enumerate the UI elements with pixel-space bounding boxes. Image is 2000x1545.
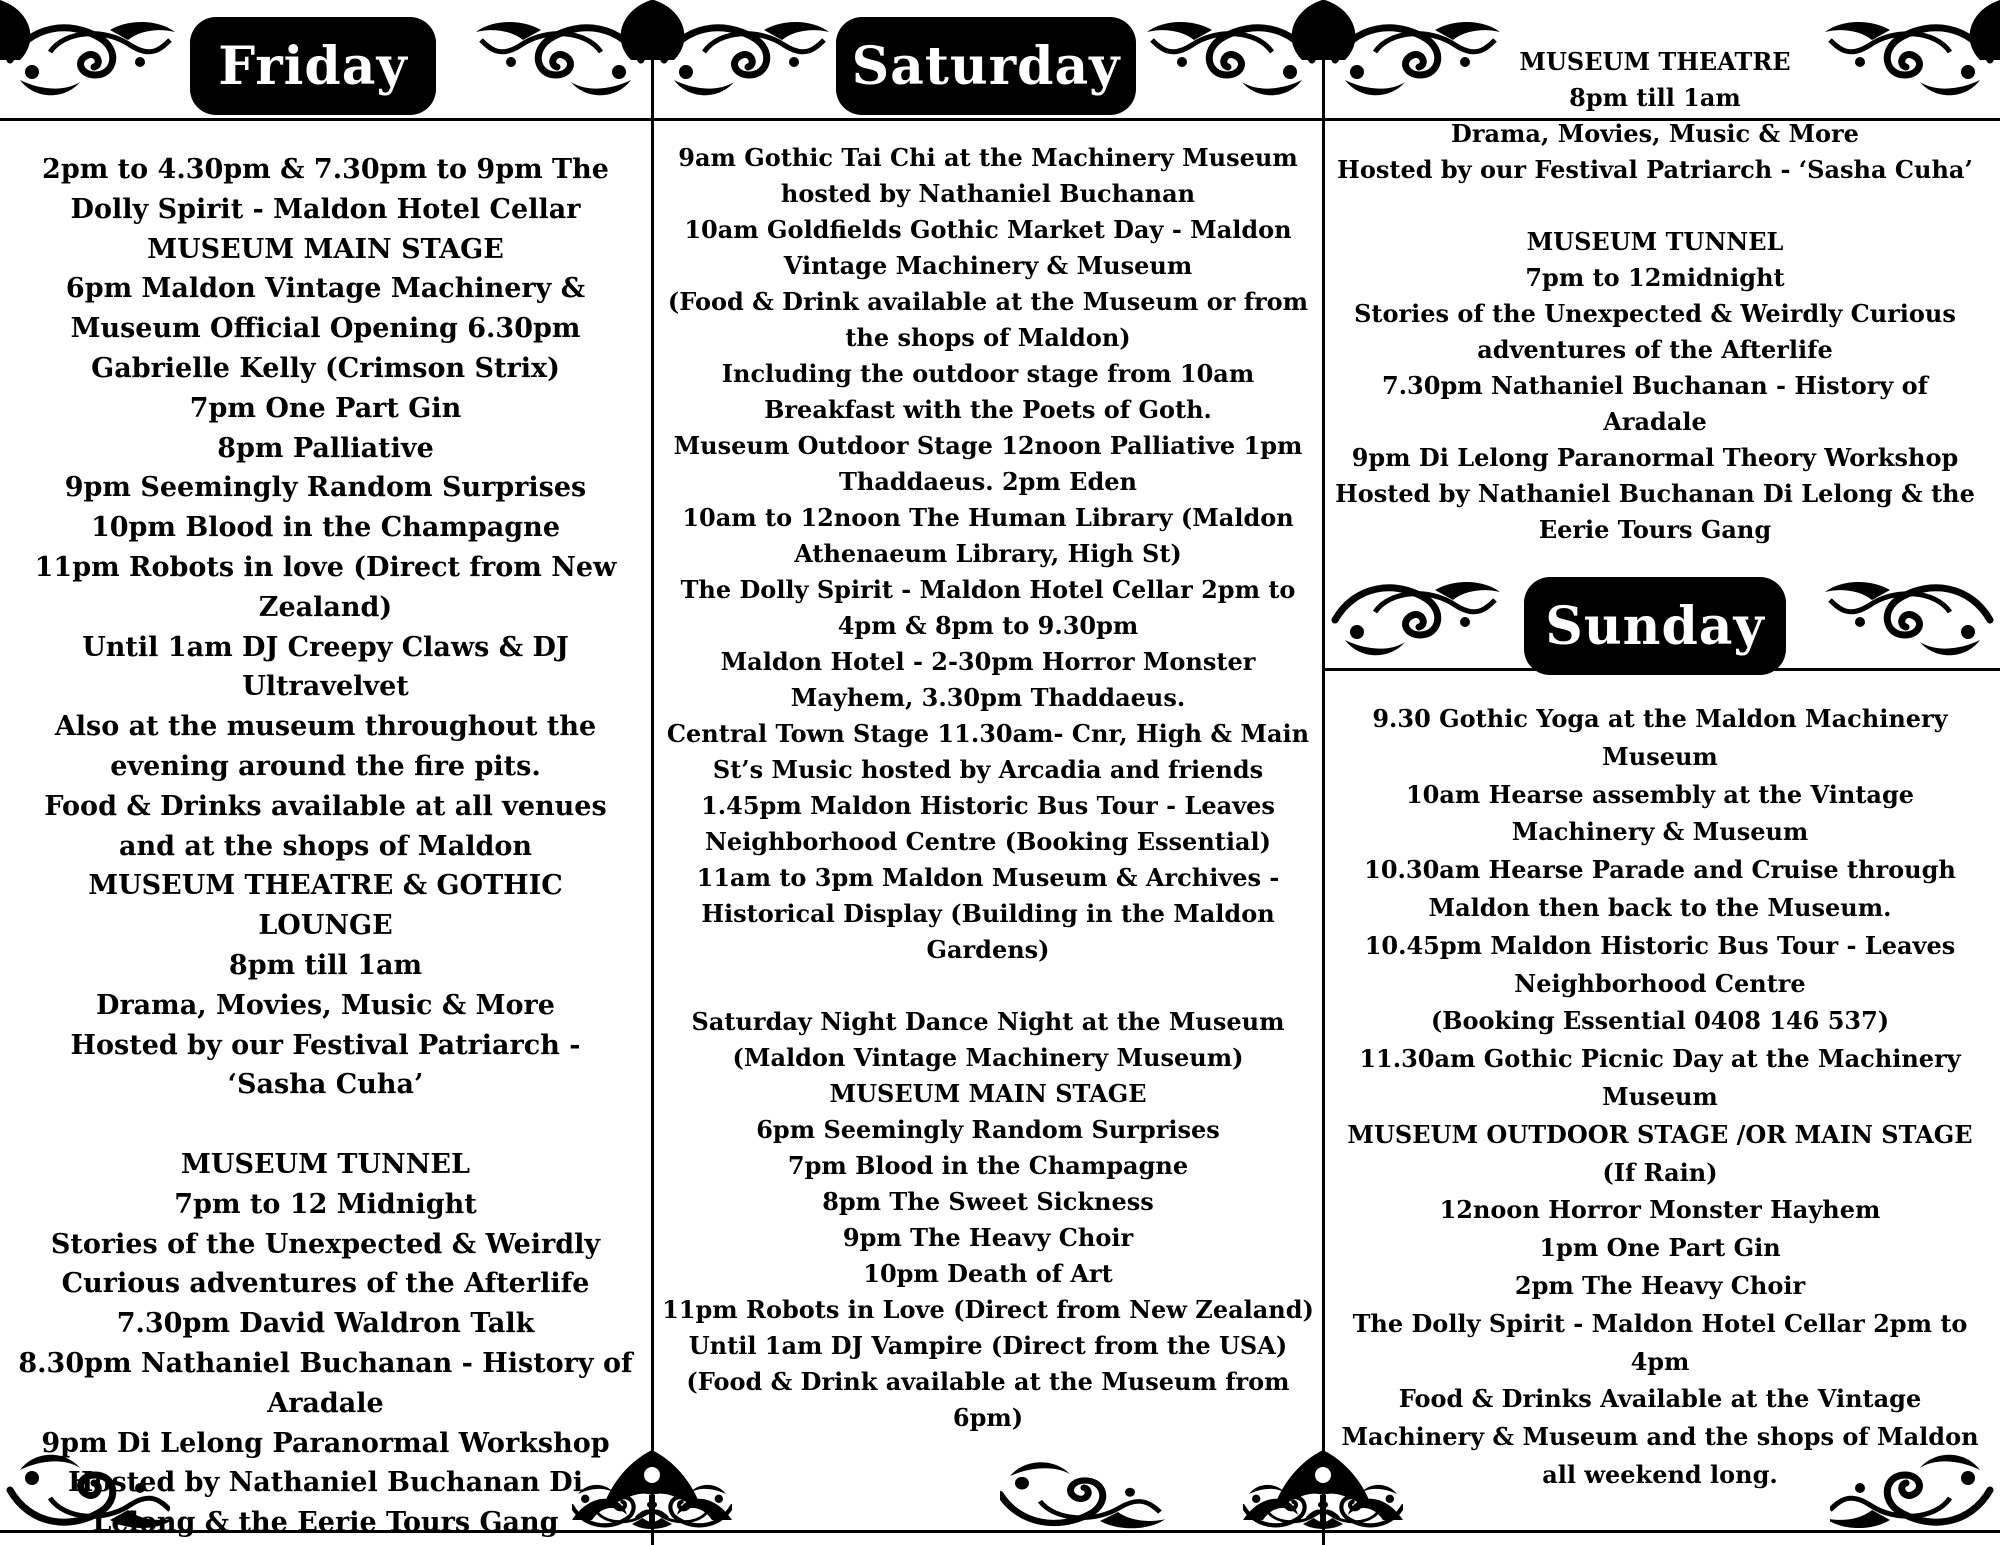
saturday-cont-line: 7pm to 12midnight — [1525, 263, 1785, 292]
saturday-line: 1.45pm Maldon Historic Bus Tour - Leaves Neighborhood Centre (Booking Essential) — [701, 791, 1275, 856]
friday-line: Until 1am DJ Creepy Claws & DJ Ultravelvet — [82, 631, 569, 703]
sunday-line: The Dolly Spirit - Maldon Hotel Cellar 2pm to 4pm — [1352, 1308, 1968, 1376]
friday-line: Food & Drinks available at all venues and at the shops of Maldon — [44, 790, 607, 862]
saturday-line: 11pm Robots in Love (Direct from New Zealand) — [662, 1295, 1314, 1324]
panel-divider-left — [651, 0, 654, 1545]
friday-line: 7pm One Part Gin — [189, 392, 462, 424]
saturday-line: Until 1am DJ Vampire (Direct from the USA) — [688, 1331, 1288, 1360]
friday-line: 8pm Palliative — [217, 432, 434, 464]
sunday-line: 10.30am Hearse Parade and Cruise through Maldon then back to the Museum. — [1364, 855, 1956, 922]
top-rule-friday — [0, 118, 651, 121]
sunday-line: 1pm One Part Gin — [1539, 1233, 1781, 1263]
sunday-line: 11.30am Gothic Picnic Day at the Machinery Museum — [1359, 1044, 1961, 1111]
friday-line: 10pm Blood in the Champagne — [90, 512, 560, 544]
saturday-cont-line: 9pm Di Lelong Paranormal Theory Workshop — [1351, 443, 1959, 472]
saturday-heading: Saturday — [836, 17, 1136, 115]
ornament-friday-top-right — [455, 0, 651, 115]
saturday-line: 10am Goldfields Gothic Market Day - Maldon Vintage Machinery & Museum — [684, 215, 1292, 280]
saturday-cont-line: Stories of the Unexpected & Weirdly Curious adventures of the Afterlife — [1354, 299, 1956, 364]
saturday-line: 7pm Blood in the Champagne — [787, 1151, 1189, 1180]
saturday-cont-line: 7.30pm Nathaniel Buchanan - History of Aradale — [1381, 371, 1928, 436]
ornament-bottom-center — [1000, 1450, 1180, 1530]
saturday-line: Museum Outdoor Stage 12noon Palliative 1pm Thaddaeus. 2pm Eden — [673, 431, 1303, 496]
saturday-cont-line: Hosted by our Festival Patriarch - ‘Sasha Cuha’ — [1337, 155, 1973, 184]
friday-spacer — [18, 1105, 633, 1145]
sunday-schedule — [1335, 700, 1985, 1494]
saturday-line: 9am Gothic Tai Chi at the Machinery Museum hosted by Nathaniel Buchanan — [678, 143, 1298, 208]
saturday-line: 11am to 3pm Maldon Museum & Archives - Historical Display (Building in the Maldon Gardens) — [696, 863, 1280, 964]
friday-line: 11pm Robots in love (Direct from New Zealand) — [34, 551, 617, 623]
friday-line: 7pm to 12 Midnight — [174, 1188, 477, 1220]
friday-line: 8pm till 1am — [228, 949, 423, 981]
friday-line: Stories of the Unexpected & Weirdly Curious adventures of the Afterlife — [50, 1228, 601, 1300]
ornament-friday-top-left — [0, 0, 190, 115]
saturday-line: (Food & Drink available at the Museum or from the shops of Maldon) — [667, 287, 1309, 352]
sunday-line: Food & Drinks Available at the Vintage Machinery & Museum and the shops of Maldon all weekend long. — [1341, 1384, 1979, 1489]
sunday-line: 2pm The Heavy Choir — [1514, 1270, 1806, 1300]
friday-line: MUSEUM THEATRE & GOTHIC LOUNGE — [88, 870, 563, 942]
sunday-line: 10am Hearse assembly at the Vintage Machinery & Museum — [1405, 779, 1915, 847]
saturday-line: 6pm Seemingly Random Surprises — [756, 1115, 1220, 1144]
saturday-line: (Food & Drink available at the Museum from 6pm) — [686, 1367, 1290, 1432]
saturday-cont-line: MUSEUM THEATRE — [1519, 47, 1791, 76]
sunday-line: 12noon Horror Monster Hayhem — [1439, 1195, 1881, 1225]
sunday-line: 10.45pm Maldon Historic Bus Tour - Leaves Neighborhood Centre — [1364, 930, 1956, 998]
friday-line: Hosted by our Festival Patriarch - ‘Sasha Cuha’ — [70, 1029, 581, 1101]
saturday-line: The Dolly Spirit - Maldon Hotel Cellar 2pm to 4pm & 8pm to 9.30pm — [680, 575, 1296, 640]
friday-line: 6pm Maldon Vintage Machinery & Museum Official Opening 6.30pm Gabrielle Kelly (Crimson Strix) — [65, 273, 586, 384]
saturday-cont-line: 8pm till 1am — [1569, 83, 1741, 112]
saturday-cont-spacer — [1335, 188, 1975, 224]
saturday-line: Maldon Hotel - 2-30pm Horror Monster Mayhem, 3.30pm Thaddaeus. — [720, 647, 1256, 712]
sunday-line: (Booking Essential 0408 146 537) — [1430, 1006, 1890, 1036]
panel-divider-right — [1322, 0, 1325, 1545]
friday-line: 9pm Seemingly Random Surprises — [64, 472, 587, 504]
saturday-line: 8pm The Sweet Sickness — [822, 1187, 1154, 1216]
top-rule-saturday — [654, 118, 1322, 121]
saturday-schedule — [662, 140, 1314, 1436]
saturday-line: Saturday Night Dance Night at the Museum (Maldon Vintage Machinery Museum) — [691, 1007, 1285, 1072]
saturday-spacer — [662, 968, 1314, 1004]
friday-line: 7.30pm David Waldron Talk — [116, 1308, 535, 1340]
sunday-line: MUSEUM OUTDOOR STAGE /OR MAIN STAGE (If Rain) — [1347, 1119, 1973, 1187]
saturday-line: 10am to 12noon The Human Library (Maldon Athenaeum Library, High St) — [682, 503, 1294, 568]
sunday-line: 9.30 Gothic Yoga at the Maldon Machinery Museum — [1372, 704, 1948, 771]
saturday-line: 9pm The Heavy Choir — [842, 1223, 1134, 1252]
saturday-cont-line: MUSEUM TUNNEL — [1526, 227, 1784, 256]
saturday-cont-line: Hosted by Nathaniel Buchanan Di Lelong & the Eerie Tours Gang — [1335, 479, 1975, 544]
saturday-line: MUSEUM MAIN STAGE — [829, 1079, 1147, 1108]
ornament-saturday-top-left — [654, 0, 844, 115]
friday-line: 9pm Di Lelong Paranormal Workshop — [41, 1427, 610, 1459]
friday-line: MUSEUM TUNNEL — [181, 1148, 470, 1180]
saturday-line: Central Town Stage 11.30am- Cnr, High & Main St’s Music hosted by Arcadia and friends — [666, 719, 1310, 784]
ornament-sunday-right — [1810, 565, 2000, 665]
friday-line: Also at the museum throughout the evening around the fire pits. — [54, 711, 597, 782]
saturday-line: 10pm Death of Art — [863, 1259, 1113, 1288]
ornament-sunday-left — [1325, 565, 1515, 665]
saturday-continued-schedule — [1335, 44, 1975, 548]
sunday-heading: Sunday — [1524, 577, 1786, 675]
friday-line: Hosted by Nathaniel Buchanan Di Lelong & the Eerie Tours Gang — [68, 1467, 583, 1539]
saturday-line: Including the outdoor stage from 10am Breakfast with the Poets of Goth. — [721, 359, 1255, 424]
saturday-cont-line: Drama, Movies, Music & More — [1451, 119, 1859, 148]
friday-schedule — [18, 150, 633, 1543]
friday-line: 2pm to 4.30pm & 7.30pm to 9pm The Dolly Spirit - Maldon Hotel Cellar — [42, 154, 609, 225]
friday-line: Drama, Movies, Music & More — [96, 989, 555, 1021]
ornament-saturday-top-right — [1132, 0, 1322, 115]
friday-line: MUSEUM MAIN STAGE — [147, 233, 504, 265]
friday-heading: Friday — [190, 17, 436, 115]
friday-line: 8.30pm Nathaniel Buchanan - History of Aradale — [18, 1347, 633, 1419]
